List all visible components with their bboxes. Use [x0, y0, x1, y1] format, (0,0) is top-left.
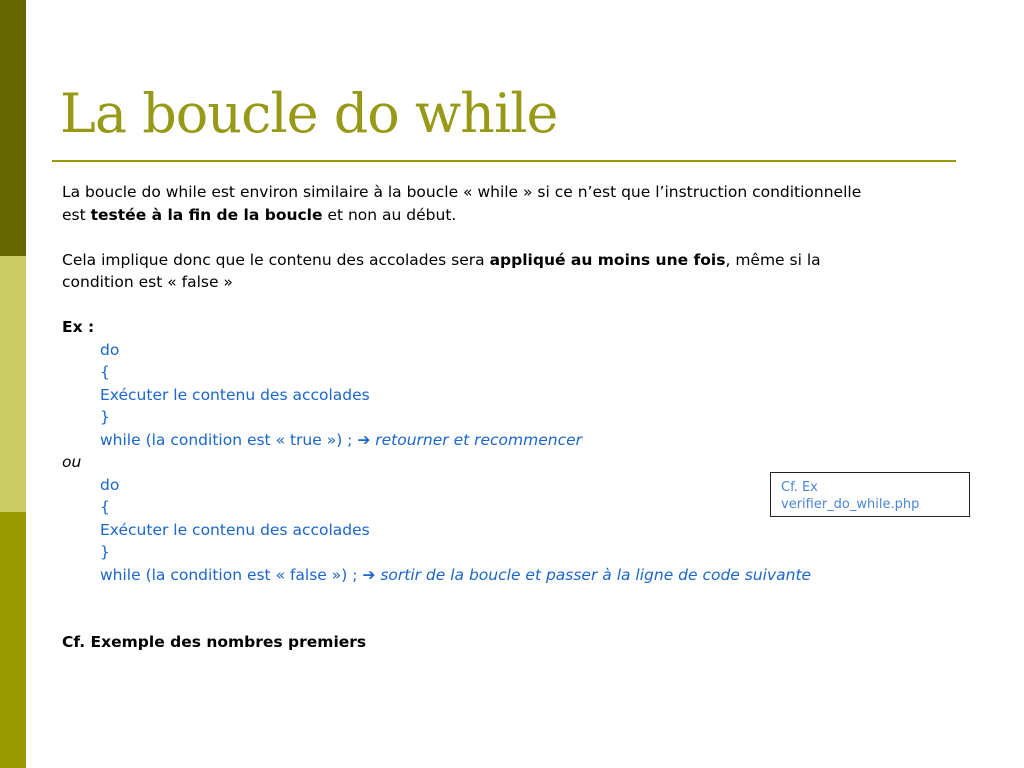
code2-body: Exécuter le contenu des accolades: [100, 520, 370, 539]
intro-line-2-post: et non au début.: [322, 205, 457, 224]
code2-do: do: [100, 475, 120, 494]
intro-line-2-pre: est: [62, 205, 91, 224]
side-bar-bottom: [0, 512, 26, 768]
example-label-text: Ex :: [62, 318, 95, 336]
code1-do: do: [100, 340, 120, 359]
code1-close-brace: }: [100, 408, 110, 426]
implies-bold: appliqué au moins une fois: [489, 250, 726, 269]
code1-comment: retourner et recommencer: [370, 430, 583, 449]
code1-while-line: [100, 429, 952, 452]
footer-reference: [62, 631, 952, 654]
intro-line-2: [62, 204, 952, 227]
slide-content: [62, 181, 952, 654]
footer-reference-text: Cf. Exemple des nombres premiers: [62, 633, 367, 651]
intro-line-1: La boucle do while est environ similaire à la boucle « while » si ce n’est que l’instruction conditionnelle: [62, 183, 862, 201]
code2-open-brace: {: [100, 498, 110, 516]
code2-comment: sortir de la boucle et passer à la ligne de code suivante: [375, 565, 812, 584]
side-note-line-1: Cf. Ex: [781, 480, 818, 495]
intro-line-2-bold: testée à la fin de la boucle: [90, 205, 323, 224]
arrow-icon: ➔: [362, 565, 376, 584]
implies-post: , même si la: [725, 250, 821, 269]
implies-pre: Cela implique donc que le contenu des accolades sera: [62, 250, 490, 269]
arrow-icon: ➔: [357, 430, 371, 449]
side-bar-middle: [0, 256, 26, 512]
code2-close-brace: }: [100, 543, 110, 561]
side-bar-top: [0, 0, 26, 256]
code-example-1: [62, 339, 952, 452]
side-note-filename: verifier_do_while.php: [781, 497, 920, 512]
code2-while: while (la condition est « false ») ;: [100, 565, 363, 584]
title-divider: [52, 160, 956, 162]
code1-while: while (la condition est « true ») ;: [100, 430, 358, 449]
code1-body: Exécuter le contenu des accolades: [100, 385, 370, 404]
implies-line-2: condition est « false »: [62, 273, 233, 291]
code1-open-brace: {: [100, 363, 110, 381]
slide-title: La boucle do while: [60, 82, 558, 145]
side-note-box: [770, 472, 970, 517]
example-label: [62, 316, 952, 339]
or-label: ou: [62, 453, 82, 471]
code2-while-line: [100, 564, 952, 587]
implies-line-1: [62, 249, 952, 272]
